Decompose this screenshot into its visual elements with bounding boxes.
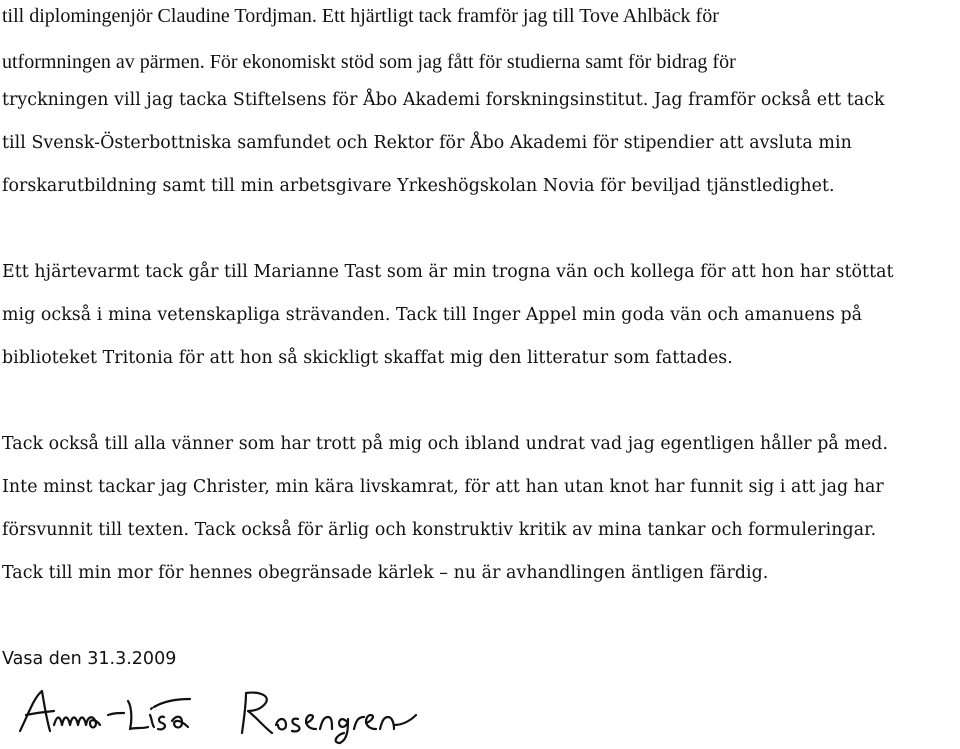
paragraph-1-line-1: till diplomingenjör Claudine Tordjman. Ett hjärtligt tack framför jag till Tove Ahlbäck för xyxy=(2,5,719,27)
paragraph-1-line-2: utformningen av pärmen. För ekonomiskt stöd som jag fått för studierna samt för bidrag för xyxy=(2,51,736,73)
paragraph-1-line-5: forskarutbildning samt till min arbetsgivare Yrkeshögskolan Novia för beviljad tjänstledighet. xyxy=(2,176,835,196)
paragraph-2-line-3: biblioteket Tritonia för att hon så skickligt skaffat mig den litteratur som fattades. xyxy=(2,348,733,368)
place-date: Vasa den 31.3.2009 xyxy=(2,649,177,669)
paragraph-1-line-3b: Jag framför också ett tack xyxy=(653,90,885,110)
paragraph-2-line-2: mig också i mina vetenskapliga strävanden. Tack till Inger Appel min goda vän och amanuens på xyxy=(2,305,863,325)
paragraph-3-line-1: Tack också till alla vänner som har trott på mig och ibland undrat vad jag egentligen håller på med. xyxy=(2,434,889,454)
paragraph-3-line-2: Inte minst tackar jag Christer, min kära livskamrat, för att han utan knot har funnit sig i att jag har xyxy=(2,477,884,497)
paragraph-1-line-3 xyxy=(2,88,885,112)
paragraph-2-line-1: Ett hjärtevarmt tack går till Marianne Tast som är min trogna vän och kollega för att hon har stöttat xyxy=(2,262,894,282)
paragraph-1-line-3a: tryckningen vill jag tacka Stiftelsens för Åbo Akademi forskningsinstitut. xyxy=(2,90,649,110)
handwritten-signature xyxy=(14,685,424,745)
paragraph-1-line-4: till Svensk-Österbottniska samfundet och Rektor för Åbo Akademi för stipendier att avsluta min xyxy=(2,133,852,153)
paragraph-3-line-4: Tack till min mor för hennes obegränsade kärlek – nu är avhandlingen äntligen färdig. xyxy=(2,563,769,583)
paragraph-3-line-3: försvunnit till texten. Tack också för ärlig och konstruktiv kritik av mina tankar och formuleringar. xyxy=(2,520,877,540)
